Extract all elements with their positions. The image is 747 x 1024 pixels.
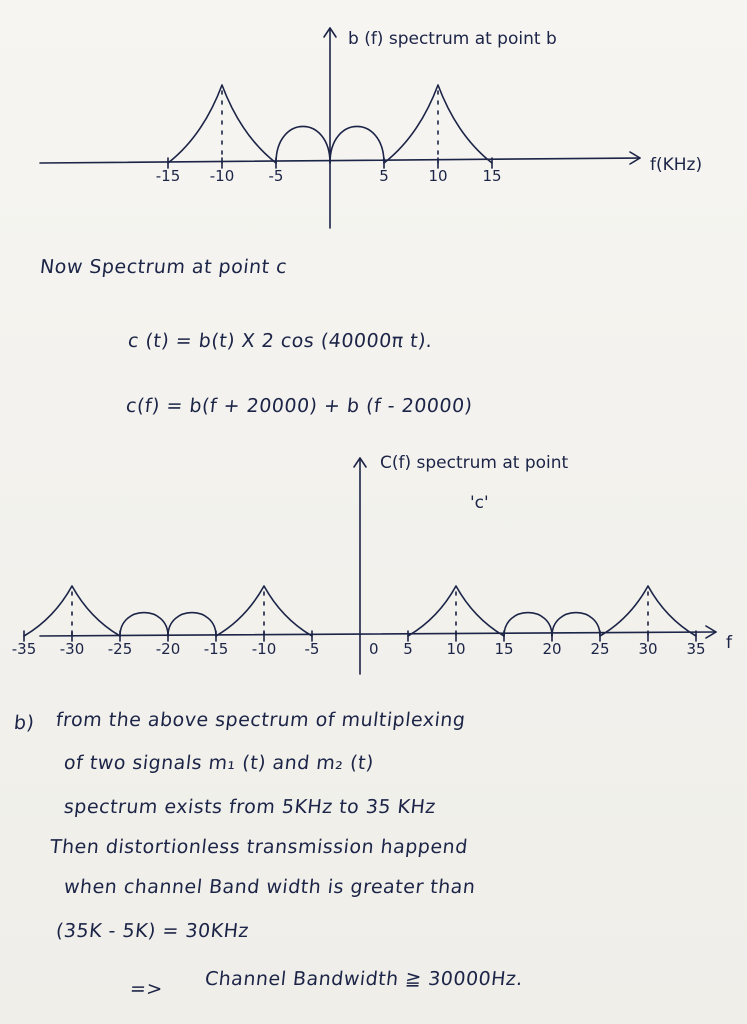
x-tick-label: 20 — [542, 640, 562, 658]
x-tick-label: -20 — [155, 640, 181, 658]
x-tick-label: 15 — [494, 640, 514, 658]
x-tick-label: 35 — [686, 640, 706, 658]
x-axis-line — [40, 632, 716, 636]
paragraph-line-2: of two signals m₁ (t) and m₂ (t) — [62, 752, 376, 774]
x-tick-label: 10 — [446, 640, 466, 658]
x-tick-label: -35 — [11, 640, 37, 658]
x-tick-label: -15 — [155, 167, 181, 185]
chart-c-spectrum — [0, 440, 747, 690]
x-tick-label: -25 — [107, 640, 133, 658]
spectrum-arch — [276, 126, 330, 163]
ct-equation: c (t) = b(t) X 2 cos (40000π t). — [126, 330, 434, 352]
chart2-title: C(f) spectrum at point — [380, 453, 569, 473]
bandwidth-calculation: (35K - 5K) = 30KHz — [54, 920, 250, 942]
x-tick-label: 30 — [638, 640, 658, 658]
spectrum-arch — [168, 613, 216, 636]
chart1-title: b (f) spectrum at point b — [348, 29, 557, 49]
x-tick-label: -10 — [251, 640, 277, 658]
cf-equation: c(f) = b(f + 20000) + b (f - 20000) — [124, 395, 474, 417]
now-spectrum-heading: Now Spectrum at point c — [38, 256, 289, 278]
x-tick-label: -5 — [268, 167, 284, 185]
part-b-marker: b) — [12, 712, 36, 734]
x-tick-label: -30 — [59, 640, 85, 658]
spectrum-arch — [330, 126, 384, 163]
implies-arrow: => — [128, 978, 164, 1000]
paragraph-line-5: when channel Band width is greater than — [62, 876, 477, 898]
x-tick-label: -10 — [209, 167, 235, 185]
chart-b-spectrum — [0, 0, 747, 240]
x-tick-label: 5 — [403, 640, 413, 658]
chart2-subtitle: 'c' — [470, 493, 489, 513]
x-axis-line — [40, 158, 640, 163]
paragraph-line-1: from the above spectrum of multiplexing — [54, 709, 467, 731]
chart1-xlabel: f(KHz) — [650, 155, 703, 175]
x-tick-label: -15 — [203, 640, 229, 658]
x-tick-label: 15 — [482, 167, 502, 185]
conclusion-line: Channel Bandwidth ≧ 30000Hz. — [203, 968, 525, 990]
x-tick-label: 5 — [379, 167, 389, 185]
spectrum-arch — [120, 613, 168, 636]
paragraph-line-4: Then distortionless transmission happend — [48, 836, 469, 858]
x-tick-label: 10 — [428, 167, 448, 185]
chart2-xlabel: f — [726, 633, 732, 653]
x-tick-label: -5 — [304, 640, 320, 658]
chart2-origin-label: 0 — [369, 640, 379, 658]
paragraph-line-3: spectrum exists from 5KHz to 35 KHz — [62, 796, 437, 818]
x-tick-label: 25 — [590, 640, 610, 658]
